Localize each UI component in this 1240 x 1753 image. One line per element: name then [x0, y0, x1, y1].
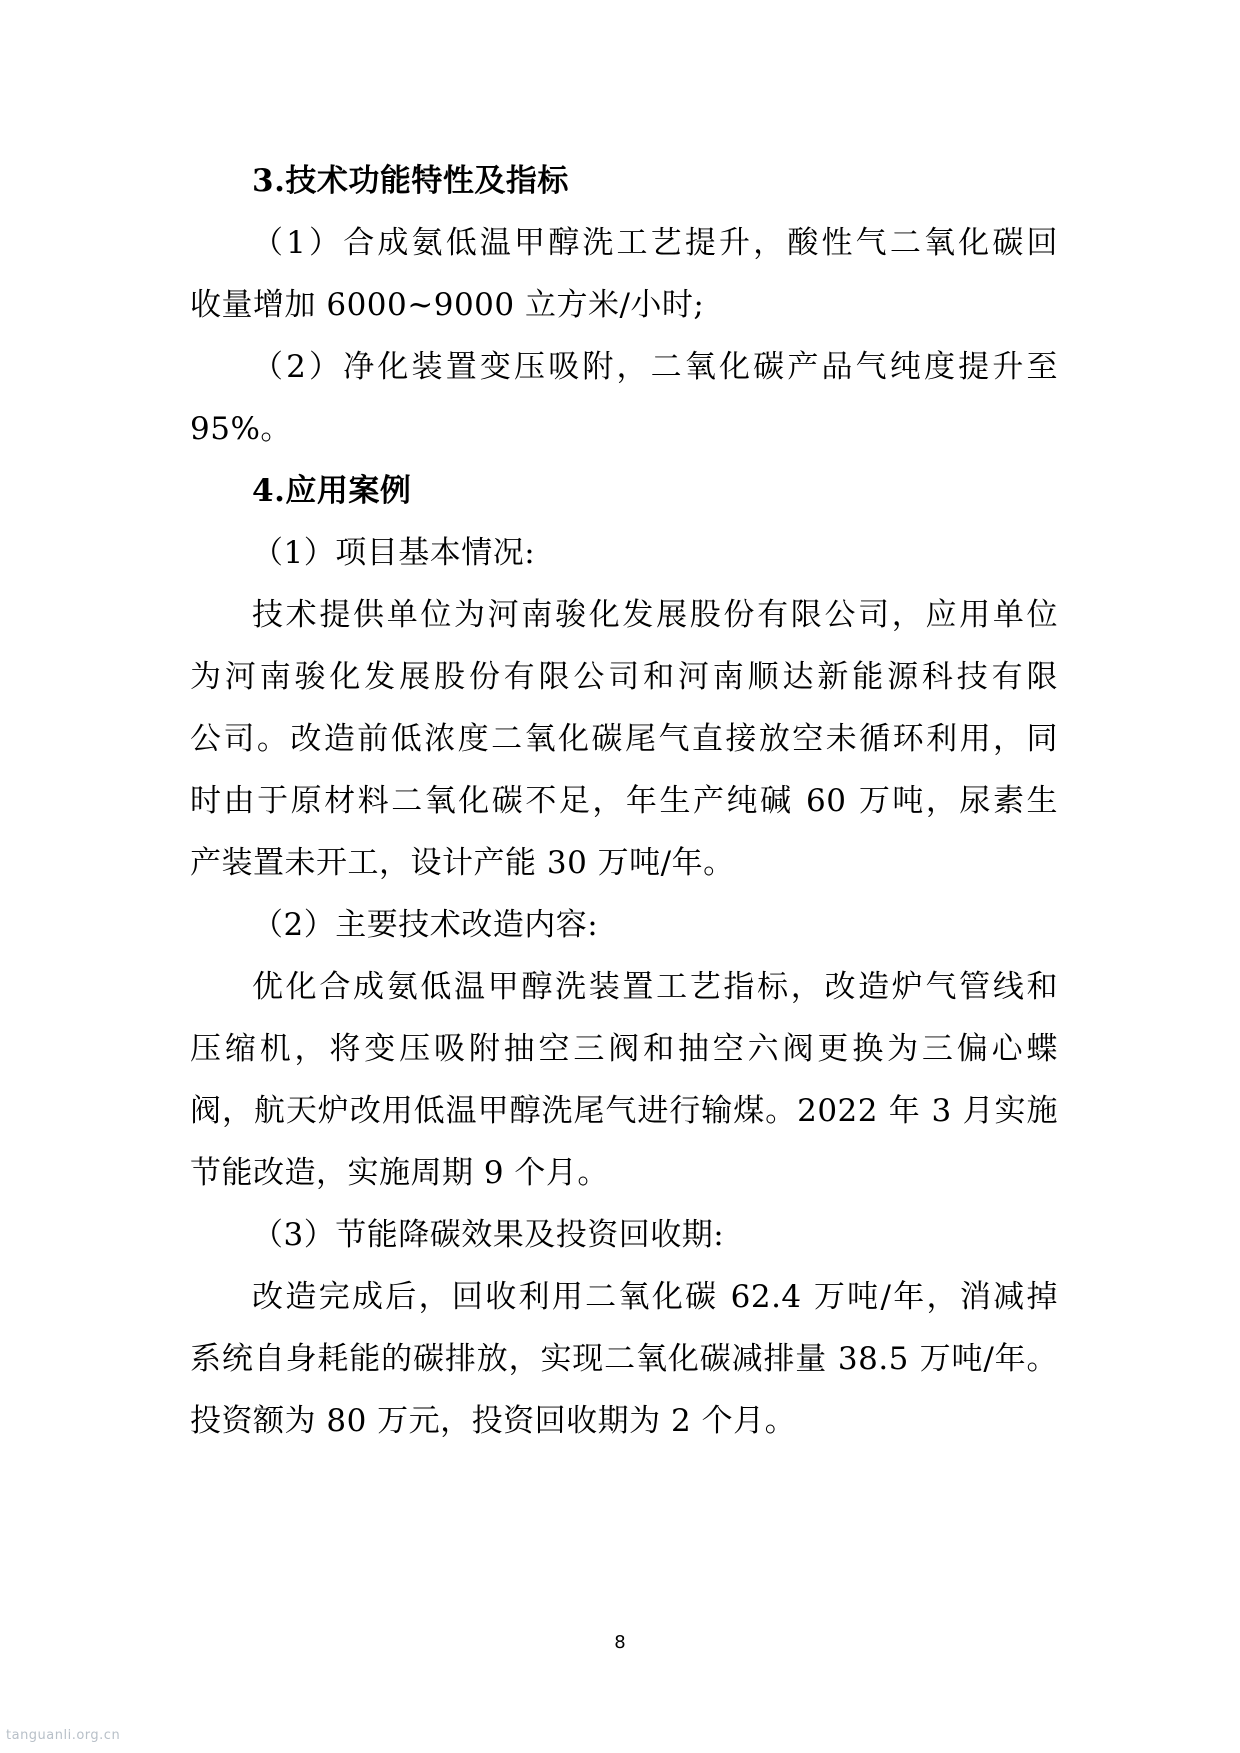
sub-3-line: 投资额为 80 万元，投资回收期为 2 个月。 — [190, 1403, 797, 1439]
page-number: 8 — [614, 1632, 626, 1653]
sub-2-line: 节能改造，实施周期 9 个月。 — [190, 1155, 609, 1191]
document-body — [190, 150, 1058, 1452]
section-4-heading: 4.应用案例 — [252, 473, 412, 509]
sub-1-line: 技术提供单位为河南骏化发展股份有限公司，应用单位 — [252, 597, 1058, 633]
sub-1-title: （1）项目基本情况: — [252, 535, 536, 571]
sub-3-line: 系统自身耗能的碳排放，实现二氧化碳减排量 38.5 万吨/年。 — [190, 1341, 1058, 1377]
sub-1-line: 公司。改造前低浓度二氧化碳尾气直接放空未循环利用，同 — [190, 721, 1058, 757]
sub-3-title: （3）节能降碳效果及投资回收期: — [252, 1217, 725, 1253]
sub-1-line: 为河南骏化发展股份有限公司和河南顺达新能源科技有限 — [190, 659, 1058, 695]
sub-2-line: 阀，航天炉改用低温甲醇洗尾气进行输煤。2022 年 3 月实施 — [190, 1093, 1058, 1129]
sub-3-line: 改造完成后，回收利用二氧化碳 62.4 万吨/年，消减掉 — [252, 1279, 1058, 1315]
sub-1-line: 时由于原材料二氧化碳不足，年生产纯碱 60 万吨，尿素生 — [190, 783, 1058, 819]
site-watermark: tanguanli.org.cn — [6, 1728, 121, 1743]
section-3-item-2-line-2: 95%。 — [190, 411, 292, 447]
section-3-item-1-line-1: （1）合成氨低温甲醇洗工艺提升，酸性气二氧化碳回 — [252, 225, 1058, 261]
section-3-item-2-line-1: （2）净化装置变压吸附，二氧化碳产品气纯度提升至 — [252, 349, 1058, 385]
section-3-heading: 3.技术功能特性及指标 — [252, 163, 569, 199]
section-3-item-1-line-2: 收量增加 6000~9000 立方米/小时; — [190, 287, 705, 323]
sub-1-line: 产装置未开工，设计产能 30 万吨/年。 — [190, 845, 735, 881]
sub-2-title: （2）主要技术改造内容: — [252, 907, 599, 943]
sub-2-line: 优化合成氨低温甲醇洗装置工艺指标，改造炉气管线和 — [252, 969, 1058, 1005]
sub-2-line: 压缩机，将变压吸附抽空三阀和抽空六阀更换为三偏心蝶 — [190, 1031, 1058, 1067]
